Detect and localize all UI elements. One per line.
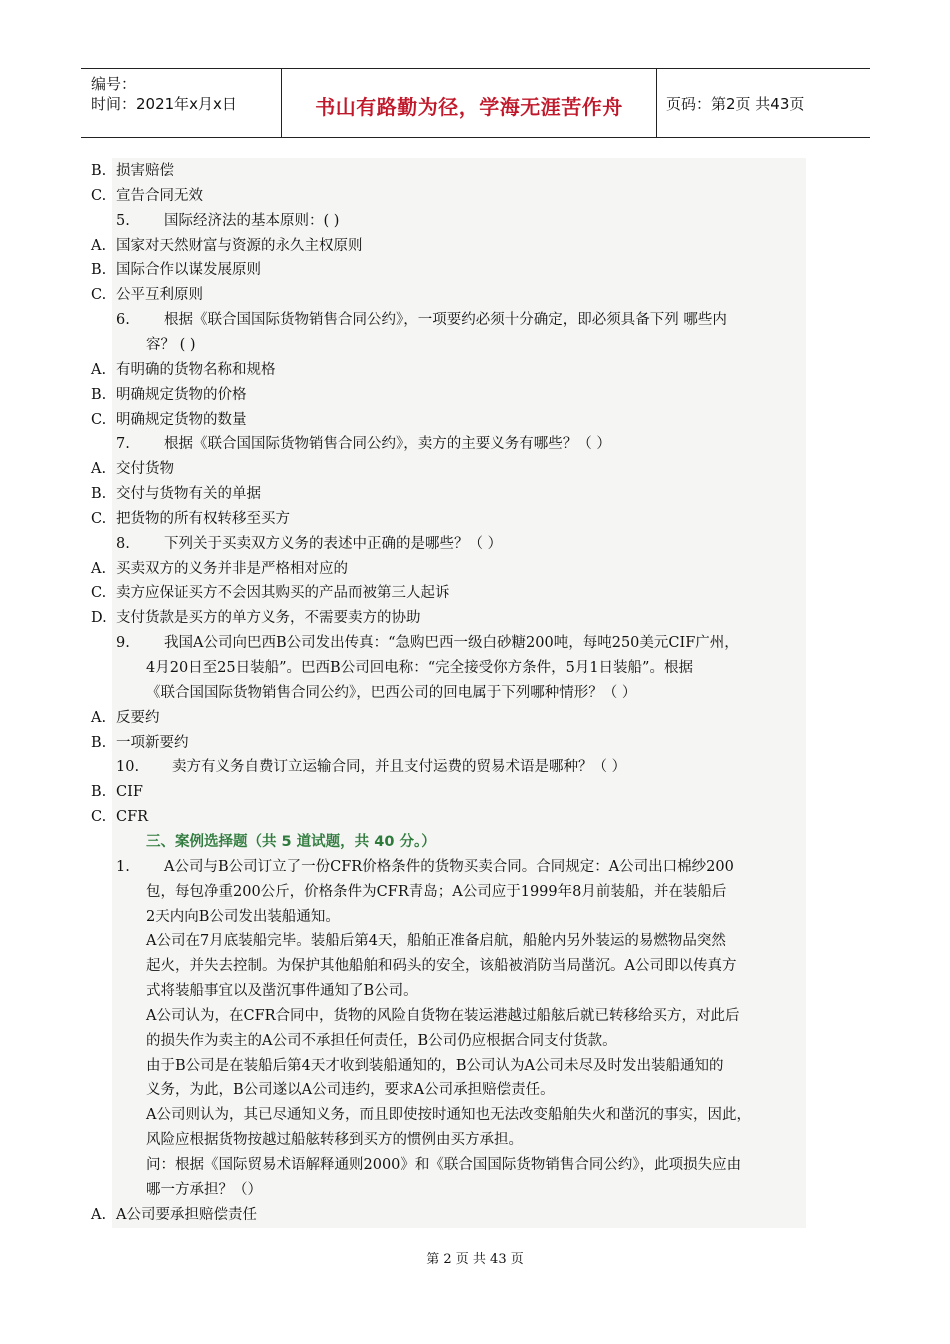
header-motto-cell (281, 69, 657, 137)
question-text: 根据《联合国国际货物销售合同公约》，一项要约必须十分确定，即必须具备下列 哪些内 (164, 312, 727, 329)
continuation-text: A公司则认为，其已尽通知义务，而且即使按时通知也无法改变船舶失火和凿沉的事实，因此， (146, 1107, 751, 1124)
option-label: A. (91, 560, 107, 577)
option-text: 公平互利原则 (116, 287, 203, 304)
option-label: B. (91, 163, 107, 179)
continuation-text: 的损失作为卖主的A公司不承担任何责任，B公司仍应根据合同支付货款。 (146, 1032, 617, 1049)
continuation-text: 风险应根据货物按越过船舷转移到买方的惯例由买方承担。 (146, 1132, 523, 1149)
option-text: 国家对天然财富与资源的永久主权原则 (116, 237, 363, 254)
section-heading: 三、案例选择题（共 5 道试题，共 40 分。） (146, 833, 436, 850)
option-label: B. (91, 734, 107, 751)
continuation-text: 《联合国国际货物销售合同公约》，巴西公司的回电属于下列哪种情形？（ ） (146, 684, 637, 701)
continuation-text: 容？ ( ) (146, 336, 196, 353)
option-text: 交付与货物有关的单据 (116, 486, 261, 503)
continuation-text: 式将装船事宜以及凿沉事件通知了B公司。 (146, 983, 418, 1000)
option-label: C. (91, 510, 107, 527)
header-page-cell (656, 69, 870, 137)
option-text: CFR (116, 809, 149, 826)
option-text: 明确规定货物的数量 (116, 411, 247, 428)
option-label: A. (91, 461, 107, 478)
continuation-text: 包，每包净重200公斤，价格条件为CFR青岛；A公司应于1999年8月前装船，并在装船后 (146, 883, 727, 900)
option-label: A. (91, 1206, 107, 1223)
option-text: 反要约 (116, 709, 160, 726)
option-text: 买卖双方的义务并非是严格相对应的 (116, 560, 348, 577)
option-label: C. (91, 809, 107, 826)
continuation-text: 哪一方承担？（） (146, 1181, 262, 1198)
option-label: C. (91, 585, 107, 602)
case-text: A公司与B公司订立了一份CFR价格条件的货物买卖合同。合同规定：A公司出口棉纱200 (164, 858, 734, 875)
option-label: B. (91, 262, 107, 279)
question-number: 10. (116, 759, 140, 776)
option-text: 支付货款是买方的单方义务，不需要卖方的协助 (116, 610, 421, 627)
header-number-label: 编号： (91, 75, 137, 93)
option-text: 损害赔偿 (116, 163, 174, 179)
header-meta-cell (81, 69, 281, 137)
continuation-text: 4月20日至25日装船”。巴西B公司回电称：“完全接受你方条件，5月1日装船”。根据 (146, 660, 693, 676)
option-label: A. (91, 709, 107, 726)
option-text: 国际合作以谋发展原则 (116, 262, 261, 279)
option-text: A公司要承担赔偿责任 (116, 1206, 257, 1223)
option-label: B. (91, 486, 107, 503)
header-page-label: 页码：第2页 共43页 (666, 95, 805, 113)
option-label: B. (91, 386, 107, 403)
page-header (81, 68, 870, 138)
option-text: CIF (116, 784, 143, 801)
option-text: 一项新要约 (116, 734, 189, 751)
continuation-text: A公司在7月底装船完毕。装船后第4天，船舶正准备启航，船舱内另外装运的易燃物品突然 (146, 933, 726, 950)
option-text: 明确规定货物的价格 (116, 386, 247, 403)
option-label: B. (91, 784, 107, 801)
continuation-text: 问：根据《国际贸易术语解释通则2000》和《联合国国际货物销售合同公约》，此项损失应由 (146, 1157, 742, 1173)
continuation-text: 起火，并失去控制。为保护其他船舶和码头的安全，该船被消防当局凿沉。A公司即以传真方 (146, 958, 737, 975)
option-text: 把货物的所有权转移至买方 (116, 510, 290, 527)
option-text: 宣告合同无效 (116, 187, 203, 204)
option-text: 卖方应保证买方不会因其购买的产品而被第三人起诉 (116, 585, 450, 602)
question-number: 8. (116, 535, 130, 552)
option-label: C. (91, 187, 107, 204)
question-number: 9. (116, 635, 130, 652)
question-text: 卖方有义务自费订立运输合同，并且支付运费的贸易术语是哪种？（ ） (172, 759, 627, 776)
case-number: 1. (116, 858, 130, 875)
question-number: 7. (116, 436, 130, 453)
continuation-text: A公司认为，在CFR合同中，货物的风险自货物在装运港越过船舷后就已转移给买方，对此后 (146, 1007, 740, 1024)
page-footer: 第 2 页 共 43 页 (426, 1252, 524, 1267)
option-text: 交付货物 (116, 461, 174, 478)
option-text: 有明确的货物名称和规格 (116, 361, 276, 378)
option-label: D. (91, 610, 107, 627)
option-label: C. (91, 287, 107, 304)
option-label: A. (91, 361, 107, 378)
question-text: 我国A公司向巴西B公司发出传真：“急购巴西一级白砂糖200吨，每吨250美元CIF广州， (164, 635, 739, 652)
header-motto: 书山有路勤为径，学海无涯苦作舟 (315, 95, 623, 119)
question-number: 6. (116, 312, 130, 329)
continuation-text: 由于B公司是在装船后第4天才收到装船通知的，B公司认为A公司未尽及时发出装船通知的 (146, 1057, 724, 1074)
continuation-text: 2天内向B公司发出装船通知。 (146, 908, 340, 925)
option-label: A. (91, 237, 107, 254)
option-label: C. (91, 411, 107, 428)
header-time-label: 时间：2021年x月x日 (91, 95, 237, 113)
question-text: 根据《联合国国际货物销售合同公约》，卖方的主要义务有哪些？（ ） (164, 436, 611, 453)
question-text: 下列关于买卖双方义务的表述中正确的是哪些？（ ） (164, 535, 503, 552)
continuation-text: 义务，为此，B公司遂以A公司违约，要求A公司承担赔偿责任。 (146, 1082, 555, 1099)
question-text: 国际经济法的基本原则：( ) (164, 212, 340, 229)
question-number: 5. (116, 212, 130, 229)
